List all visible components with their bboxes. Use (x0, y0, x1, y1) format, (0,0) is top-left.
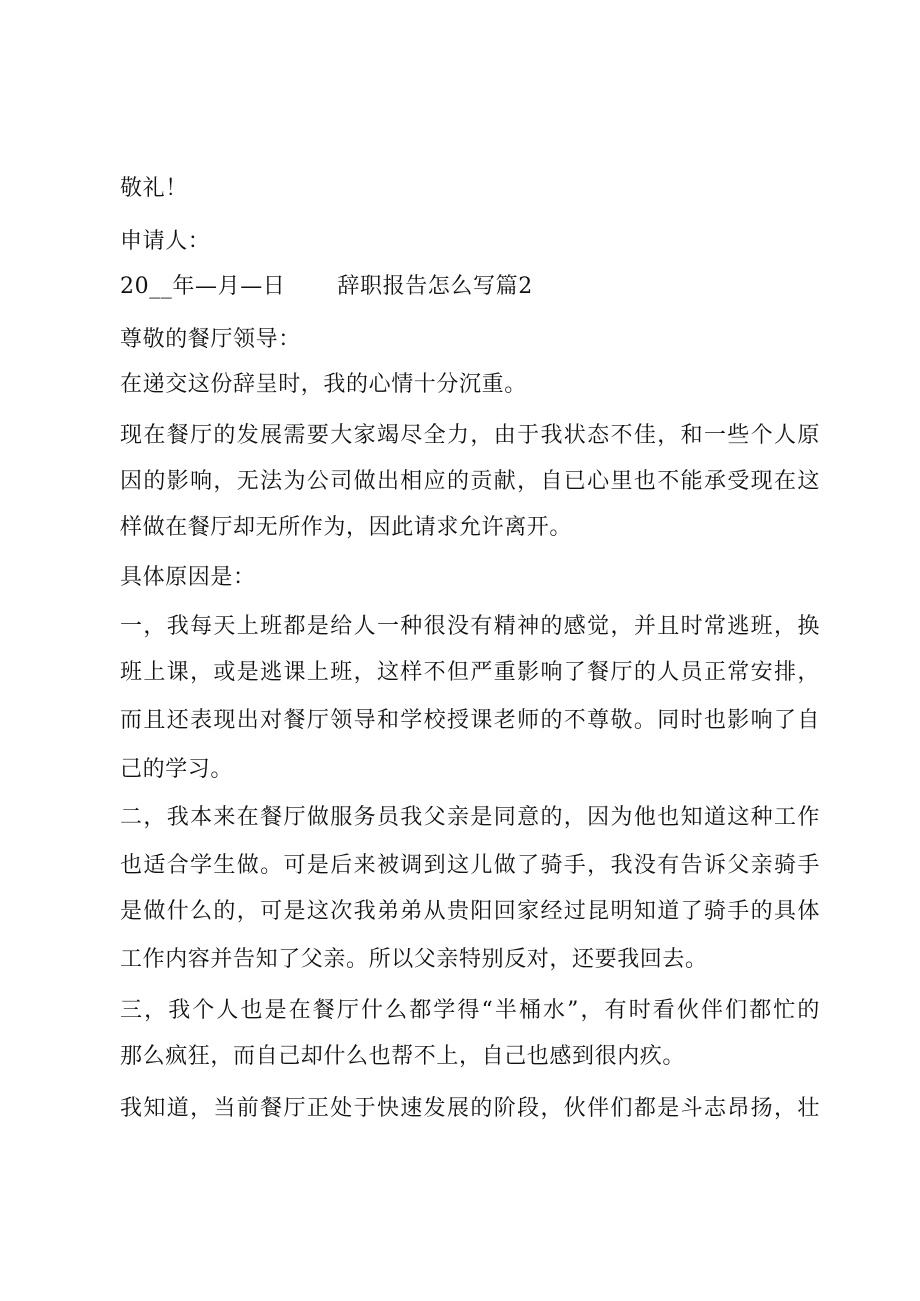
body-line: 现在餐厅的发展需要大家竭尽全力，由于我状态不佳，和一些个人原 (120, 423, 820, 448)
body-line: 也适合学生做。可是后来被调到这儿做了骑手，我没有告诉父亲骑手 (120, 853, 820, 878)
section-title: 辞职报告怎么写篇2 (337, 274, 533, 299)
body-line: 在递交这份辞呈时，我的心情十分沉重。 (120, 372, 527, 397)
closing-line: 敬礼！ (120, 176, 188, 201)
body-line: 二，我本来在餐厅做服务员我父亲是同意的，因为他也知道这种工作 (120, 805, 820, 830)
body-line: 因的影响，无法为公司做出相应的贡献，自已心里也不能承受现在这 (120, 469, 820, 494)
applicant-line: 申请人： (120, 229, 211, 254)
body-line: 具体原因是： (120, 565, 256, 590)
body-line: 班上课，或是逃课上班，这样不但严重影响了餐厅的人员正常安排， (120, 660, 820, 685)
date-title-line (120, 272, 820, 302)
body-line: 一，我每天上班都是给人一种很没有精神的感觉，并且时常逃班，换 (120, 614, 820, 639)
salutation-line: 尊敬的餐厅领导： (120, 327, 301, 352)
body-line: 工作内容并告知了父亲。所以父亲特别反对，还要我回去。 (120, 947, 708, 972)
body-line: 而且还表现出对餐厅领导和学校授课老师的不尊敬。同时也影响了自 (120, 708, 820, 733)
body-line: 那么疯狂，而自己却什么也帮不上，自己也感到很内疚。 (120, 1044, 686, 1069)
body-line: 是做什么的，可是这次我弟弟从贵阳回家经过昆明知道了骑手的具体 (120, 899, 820, 924)
body-line: 我知道，当前餐厅正处于快速发展的阶段，伙伴们都是斗志昂扬，壮 (120, 1096, 820, 1121)
body-line: 己的学习。 (120, 757, 234, 782)
body-line: 样做在餐厅却无所作为，因此请求允许离开。 (120, 515, 573, 540)
body-line: 三，我个人也是在餐厅什么都学得“半桶水”，有时看伙伴们都忙的 (120, 998, 820, 1023)
date-line: 20__年—月—日 (120, 274, 286, 299)
